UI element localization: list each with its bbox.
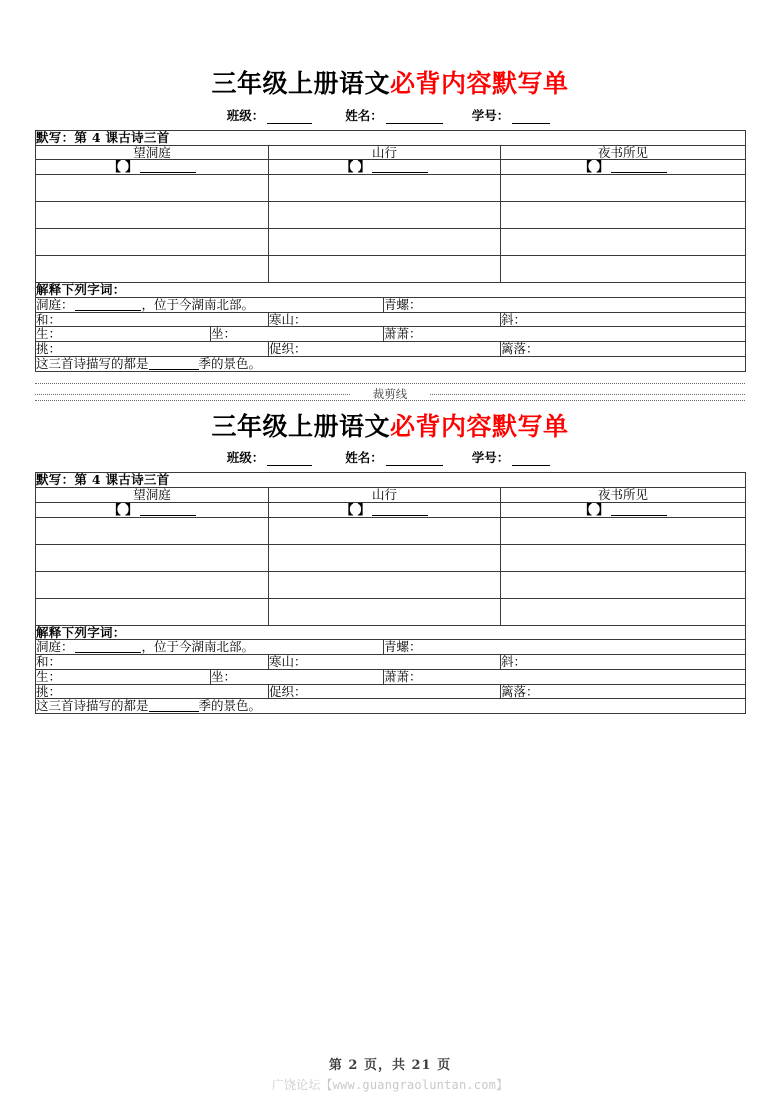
- vocabulary-heading-row: [36, 625, 746, 640]
- poem-3-bracket-cell[interactable]: [501, 502, 746, 517]
- poem-1-writing-cell[interactable]: [36, 256, 269, 283]
- vocabulary-heading: 解释下列字词：: [36, 625, 746, 640]
- author-blank[interactable]: [372, 161, 428, 173]
- summary-blank[interactable]: [149, 358, 199, 370]
- vocabulary-row-2: [36, 655, 746, 670]
- worksheet-block-1: [35, 0, 745, 372]
- poem-2-bracket-cell[interactable]: [269, 160, 501, 175]
- vocab-cell-dongting[interactable]: [36, 297, 384, 312]
- author-blank[interactable]: [140, 161, 196, 173]
- cut-line-label: 裁剪线: [372, 386, 408, 401]
- vocab-cell-qingluo[interactable]: [384, 297, 746, 312]
- vocab-cell-tiao[interactable]: [36, 342, 269, 357]
- vocab-cell-hanshan[interactable]: [269, 312, 501, 327]
- name-label: 姓名：: [345, 107, 383, 123]
- vocabulary-row-1: [36, 297, 746, 312]
- poem-3-writing-cell[interactable]: [501, 517, 746, 544]
- vocab-cell-zuo[interactable]: [211, 327, 384, 342]
- poem-1-writing-cell[interactable]: [36, 517, 269, 544]
- cut-line: [35, 381, 745, 405]
- vocab-answer-blank[interactable]: [75, 641, 141, 653]
- poem-column-3-title: 夜书所见: [501, 488, 746, 503]
- vocab-cell-cuzhi[interactable]: [269, 684, 501, 699]
- dictation-writing-row: [36, 571, 746, 598]
- dictation-table: [35, 130, 746, 372]
- poem-1-bracket-cell[interactable]: [36, 502, 269, 517]
- poem-2-writing-cell[interactable]: [269, 229, 501, 256]
- poem-2-writing-cell[interactable]: [269, 571, 501, 598]
- poem-3-writing-cell[interactable]: [501, 256, 746, 283]
- poem-header-row: [36, 145, 746, 160]
- page-title-red: 必背内容默写单: [390, 411, 569, 441]
- vocab-label: 青螺：: [384, 296, 422, 312]
- dictation-writing-row: [36, 517, 746, 544]
- summary-prefix: 这三首诗描写的都是: [36, 698, 149, 714]
- poem-1-writing-cell[interactable]: [36, 598, 269, 625]
- summary-blank[interactable]: [149, 700, 199, 712]
- poem-3-writing-cell[interactable]: [501, 571, 746, 598]
- vocab-label: 挑：: [36, 341, 62, 356]
- class-input-blank[interactable]: [267, 452, 312, 466]
- worksheet-block-2: [35, 413, 745, 715]
- author-blank[interactable]: [611, 504, 667, 516]
- vocabulary-row-2: [36, 312, 746, 327]
- vocab-cell-xiaoxiao[interactable]: [384, 669, 746, 684]
- class-label: 班级：: [226, 450, 265, 466]
- dictation-heading: 默写：第 4 课古诗三首: [36, 130, 746, 145]
- vocab-cell-he[interactable]: [36, 312, 269, 327]
- bracket-marker: 【 】: [108, 159, 138, 175]
- vocab-label: 促织：: [269, 341, 307, 356]
- summary-suffix: 季的景色。: [198, 698, 262, 714]
- poem-2-writing-cell[interactable]: [269, 175, 501, 202]
- name-input-blank[interactable]: [386, 110, 443, 124]
- site-watermark: 广饶论坛【www.guangraoluntan.com】: [271, 1078, 509, 1092]
- vocab-label: 斜：: [501, 654, 527, 669]
- name-input-blank[interactable]: [386, 452, 443, 466]
- vocab-label: 萧萧：: [384, 326, 422, 342]
- poem-1-bracket-cell[interactable]: [36, 160, 269, 175]
- vocab-answer-blank[interactable]: [75, 299, 141, 311]
- poem-3-writing-cell[interactable]: [501, 229, 746, 256]
- vocab-label: 挑：: [36, 683, 62, 699]
- poem-bracket-row: [36, 160, 746, 175]
- summary-cell[interactable]: [36, 699, 746, 714]
- student-info-line: [35, 448, 745, 466]
- class-input-blank[interactable]: [267, 110, 312, 124]
- dictation-writing-row: [36, 202, 746, 229]
- poem-column-2-title: 山行: [269, 145, 501, 160]
- vocabulary-row-4: [36, 342, 746, 357]
- poem-column-3-title: 夜书所见: [501, 145, 746, 160]
- vocab-trailing: ，位于今湖南北部。: [141, 639, 255, 655]
- page-title: [35, 70, 745, 99]
- poem-column-1-title: 望洞庭: [36, 488, 269, 503]
- vocab-cell-zuo[interactable]: [211, 669, 384, 684]
- poem-3-bracket-cell[interactable]: [501, 160, 746, 175]
- poem-2-writing-cell[interactable]: [269, 256, 501, 283]
- vocab-label: 洞庭：: [36, 639, 74, 655]
- page-title-black: 三年级上册语文: [211, 411, 390, 441]
- poem-2-writing-cell[interactable]: [269, 544, 501, 571]
- dictation-writing-row: [36, 175, 746, 202]
- vocab-label: 寒山：: [269, 654, 307, 669]
- dictation-writing-row: [36, 229, 746, 256]
- author-blank[interactable]: [372, 504, 428, 516]
- id-input-blank[interactable]: [512, 452, 550, 466]
- dictation-heading-row: [36, 130, 746, 145]
- bracket-marker: 【 】: [579, 501, 609, 517]
- vocab-label: 坐：: [211, 326, 237, 342]
- poem-1-writing-cell[interactable]: [36, 202, 269, 229]
- vocab-cell-sheng[interactable]: [36, 669, 211, 684]
- vocab-label: 生：: [36, 668, 62, 684]
- vocab-cell-he[interactable]: [36, 655, 269, 670]
- vocabulary-row-4: [36, 684, 746, 699]
- page-title: [35, 413, 745, 442]
- vocab-cell-xie[interactable]: [501, 312, 746, 327]
- page-title-black: 三年级上册语文: [211, 69, 390, 98]
- summary-cell[interactable]: [36, 356, 746, 371]
- vocab-cell-dongting[interactable]: [36, 640, 384, 655]
- poem-column-1-title: 望洞庭: [36, 145, 269, 160]
- bracket-marker: 【 】: [108, 501, 138, 517]
- dictation-writing-row: [36, 256, 746, 283]
- vocab-label: 寒山：: [269, 311, 307, 327]
- vocab-label: 篱落：: [501, 341, 539, 356]
- poem-2-bracket-cell[interactable]: [269, 502, 501, 517]
- vocab-label: 坐：: [211, 668, 237, 684]
- poem-2-writing-cell[interactable]: [269, 517, 501, 544]
- vocabulary-heading-row: [36, 283, 746, 298]
- vocab-label: 篱落：: [501, 683, 539, 699]
- id-label: 学号：: [471, 450, 510, 466]
- poem-1-writing-cell[interactable]: [36, 175, 269, 202]
- vocab-cell-liluo[interactable]: [501, 342, 746, 357]
- poem-3-writing-cell[interactable]: [501, 544, 746, 571]
- vocabulary-row-3: [36, 327, 746, 342]
- page-footer: [0, 1054, 780, 1093]
- vocab-cell-tiao[interactable]: [36, 684, 269, 699]
- summary-prefix: 这三首诗描写的都是: [36, 355, 149, 371]
- vocabulary-heading: 解释下列字词：: [36, 283, 746, 298]
- id-label: 学号：: [471, 107, 510, 123]
- bracket-marker: 【 】: [340, 501, 371, 517]
- poem-1-writing-cell[interactable]: [36, 229, 269, 256]
- poem-bracket-row: [36, 502, 746, 517]
- dictation-table: [35, 472, 746, 714]
- poem-column-2-title: 山行: [269, 488, 501, 503]
- poem-1-writing-cell[interactable]: [36, 571, 269, 598]
- vocabulary-row-1: [36, 640, 746, 655]
- id-input-blank[interactable]: [512, 110, 550, 124]
- vocab-label: 和：: [36, 654, 62, 669]
- vocabulary-row-3: [36, 669, 746, 684]
- student-info-line: [35, 106, 745, 124]
- bracket-marker: 【 】: [579, 159, 609, 175]
- vocab-cell-qingluo[interactable]: [384, 640, 746, 655]
- summary-suffix: 季的景色。: [198, 355, 262, 371]
- vocab-cell-liluo[interactable]: [501, 684, 746, 699]
- vocab-label: 青螺：: [384, 639, 422, 655]
- page-title-red: 必背内容默写单: [390, 69, 569, 98]
- vocab-cell-xiaoxiao[interactable]: [384, 327, 746, 342]
- name-label: 姓名：: [345, 450, 383, 466]
- vocab-label: 和：: [36, 311, 62, 327]
- vocab-cell-hanshan[interactable]: [269, 655, 501, 670]
- bracket-marker: 【 】: [340, 159, 371, 175]
- vocab-label: 萧萧：: [384, 668, 422, 684]
- dictation-heading: 默写：第 4 课古诗三首: [36, 473, 746, 488]
- page-number: 第 2 页，共 21 页: [328, 1058, 452, 1073]
- dictation-writing-row: [36, 544, 746, 571]
- author-blank[interactable]: [140, 504, 196, 516]
- vocab-label: 生：: [36, 326, 62, 342]
- summary-row: [36, 699, 746, 714]
- vocab-cell-sheng[interactable]: [36, 327, 211, 342]
- poem-1-writing-cell[interactable]: [36, 544, 269, 571]
- poem-3-writing-cell[interactable]: [501, 175, 746, 202]
- vocab-label: 促织：: [269, 683, 307, 699]
- vocab-label: 洞庭：: [36, 296, 74, 312]
- summary-row: [36, 356, 746, 371]
- vocab-trailing: ，位于今湖南北部。: [141, 296, 255, 312]
- poem-header-row: [36, 488, 746, 503]
- cut-line-dots-top: [35, 383, 745, 384]
- poem-3-writing-cell[interactable]: [501, 202, 746, 229]
- dictation-writing-row: [36, 598, 746, 625]
- author-blank[interactable]: [611, 161, 667, 173]
- vocab-label: 斜：: [501, 311, 527, 327]
- poem-2-writing-cell[interactable]: [269, 202, 501, 229]
- vocab-cell-cuzhi[interactable]: [269, 342, 501, 357]
- dictation-heading-row: [36, 473, 746, 488]
- poem-3-writing-cell[interactable]: [501, 598, 746, 625]
- class-label: 班级：: [226, 107, 265, 123]
- vocab-cell-xie[interactable]: [501, 655, 746, 670]
- poem-2-writing-cell[interactable]: [269, 598, 501, 625]
